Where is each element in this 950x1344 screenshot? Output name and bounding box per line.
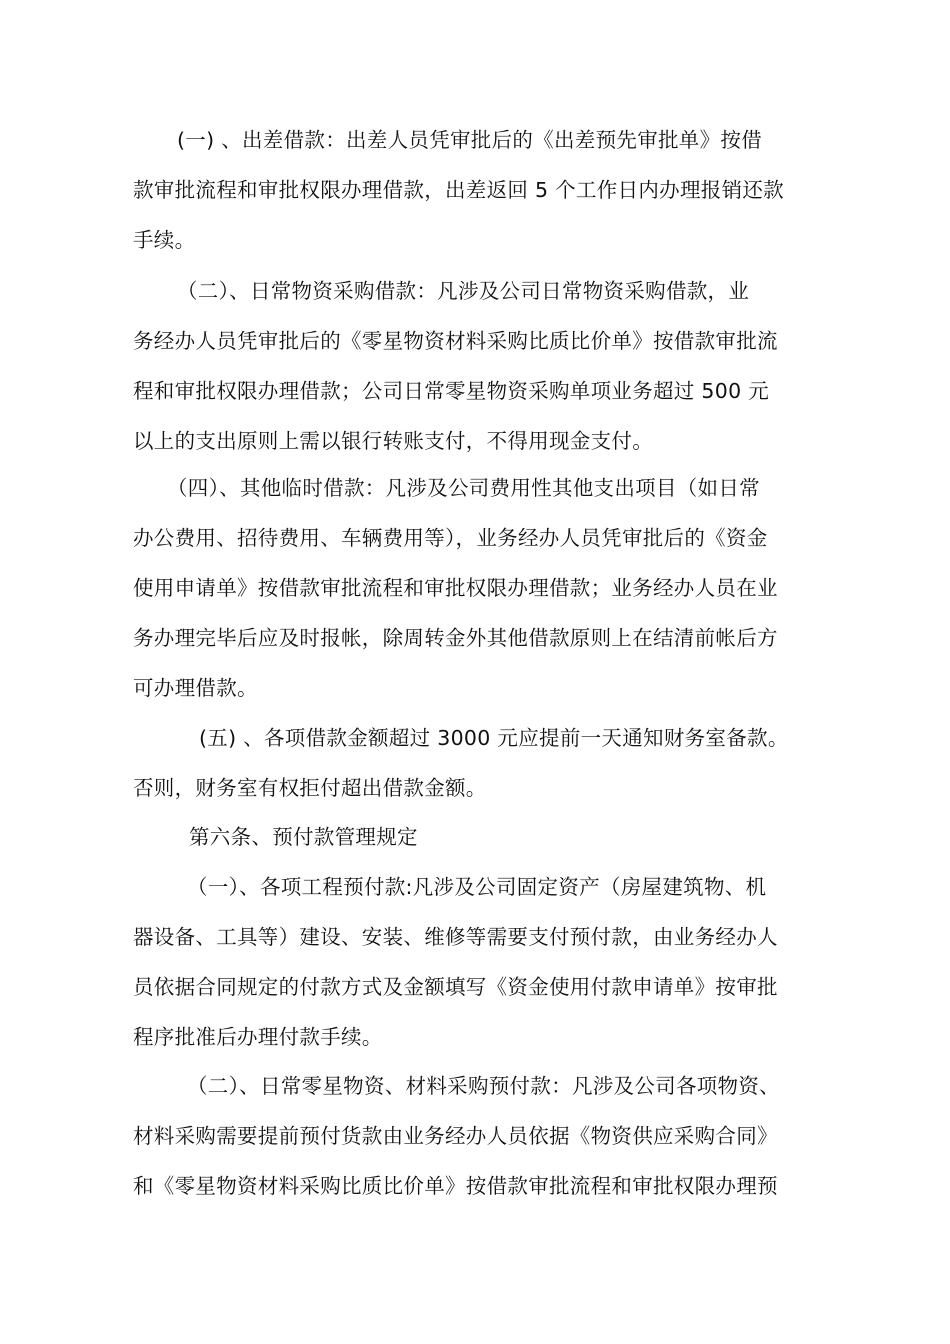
paragraph-loan-amount-notice — [133, 713, 828, 813]
text-line: (一) 、出差借款：出差人员凭审批后的《出差预先审批单》按借 — [177, 128, 763, 152]
text-line: （一）、各项工程预付款:凡涉及公司固定资产（房屋建筑物、机 — [187, 875, 767, 899]
text-line: (五) 、各项借款金额超过 3000 元应提前一天通知财务室备款。 — [199, 726, 789, 750]
text-line: 和《零星物资材料采购比质比价单》按借款审批流程和审批权限办理预 — [133, 1174, 778, 1198]
paragraph-travel-loan — [133, 115, 828, 265]
text-line: 器设备、工具等）建设、安装、维修等需要支付预付款，由业务经办人 — [133, 925, 778, 949]
text-line: 以上的支出原则上需以银行转账支付，不得用现金支付。 — [133, 429, 653, 453]
paragraph-daily-purchase-loan — [133, 266, 828, 466]
text-line: 务办理完毕后应及时报帐，除周转金外其他借款原则上在结清前帐后方 — [133, 626, 778, 650]
text-line: 第六条、预付款管理规定 — [189, 825, 418, 849]
text-line: （二）、日常零星物资、材料采购预付款：凡涉及公司各项物资、 — [187, 1074, 780, 1098]
paragraph-project-prepayment — [133, 862, 828, 1062]
text-line: 使用申请单》按借款审批流程和审批权限办理借款；业务经办人员在业 — [133, 576, 778, 600]
text-line: 可办理借款。 — [133, 676, 258, 700]
text-line: （四）、其他临时借款：凡涉及公司费用性其他支出项目（如日常 — [167, 476, 760, 500]
text-line: （二）、日常物资采购借款：凡涉及公司日常物资采购借款，业 — [177, 279, 750, 303]
text-line: 程序批准后办理付款手续。 — [133, 1025, 383, 1049]
text-line: 务经办人员凭审批后的《零星物资材料采购比质比价单》按借款审批流 — [133, 329, 778, 353]
text-line: 程和审批权限办理借款；公司日常零星物资采购单项业务超过 500 元 — [133, 379, 770, 403]
text-line: 否则，财务室有权拒付超出借款金额。 — [133, 776, 487, 800]
text-line: 办公费用、招待费用、车辆费用等），业务经办人员凭审批后的《资金 — [133, 526, 768, 550]
section-heading-article-six — [133, 812, 828, 862]
text-line: 材料采购需要提前预付货款由业务经办人员依据《物资供应采购合同》 — [133, 1124, 778, 1148]
text-line: 款审批流程和审批权限办理借款，出差返回 5 个工作日内办理报销还款 — [133, 178, 784, 202]
text-line: 员依据合同规定的付款方式及金额填写《资金使用付款申请单》按审批 — [133, 975, 778, 999]
text-line: 手续。 — [133, 228, 196, 252]
paragraph-other-temporary-loan — [133, 463, 828, 713]
paragraph-material-prepayment — [133, 1061, 828, 1211]
